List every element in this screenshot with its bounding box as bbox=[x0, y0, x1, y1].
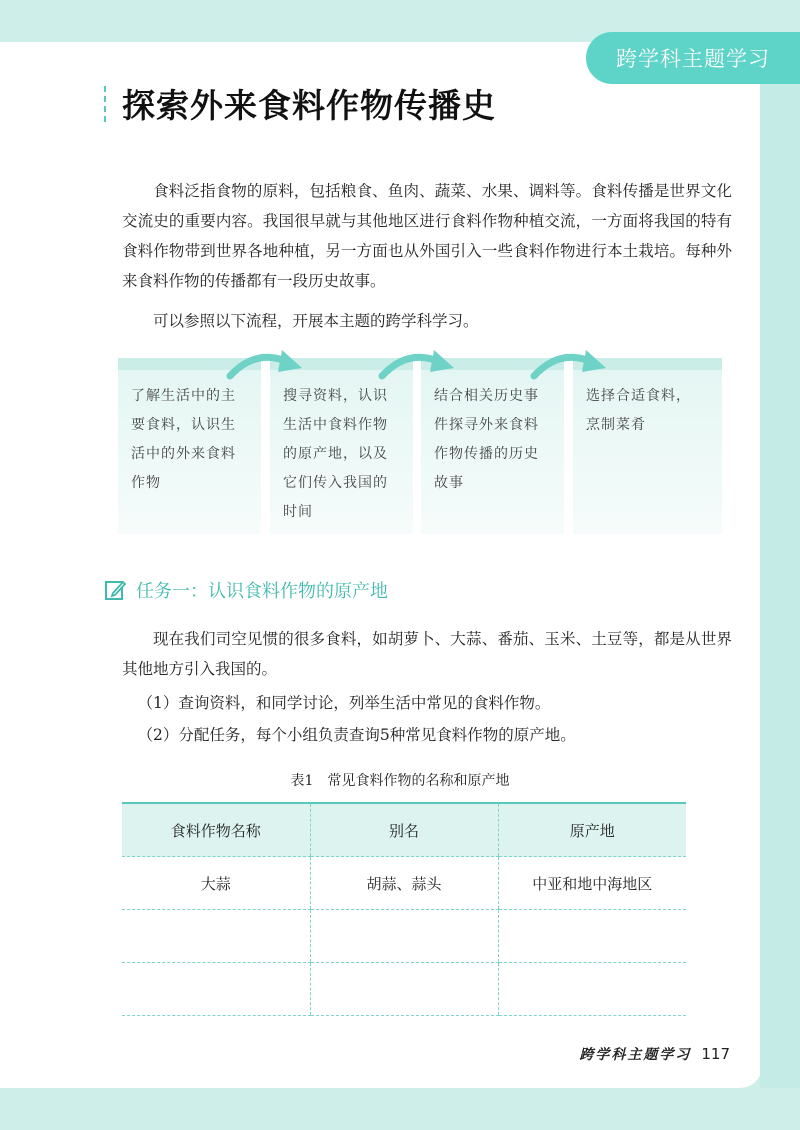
flow-step-text: 了解生活中的主要食料，认识生活中的外来食料作物 bbox=[131, 388, 236, 491]
table-row bbox=[122, 857, 686, 910]
table-row bbox=[122, 963, 686, 1016]
process-flow bbox=[118, 358, 722, 534]
intro-instruction: 可以参照以下流程，开展本主题的跨学科学习。 bbox=[153, 312, 479, 330]
flow-step-text: 搜寻资料，认识生活中食料作物的原产地，以及它们传入我国的时间 bbox=[283, 388, 388, 520]
task-heading bbox=[104, 576, 388, 604]
table-cell bbox=[498, 963, 686, 1016]
task-step-1: （1）查询资料，和同学讨论，列举生活中常见的食料作物。 bbox=[137, 694, 551, 712]
flow-arrow-icon bbox=[226, 346, 306, 380]
task-heading-label: 任务一：认识食料作物的原产地 bbox=[136, 581, 388, 602]
edit-note-icon bbox=[104, 579, 126, 601]
flow-arrow-icon bbox=[378, 346, 458, 380]
table-cell bbox=[122, 963, 310, 1016]
flow-step-4 bbox=[573, 358, 722, 534]
table-cell: 中亚和地中海地区 bbox=[498, 857, 686, 910]
table-cell bbox=[310, 963, 498, 1016]
table-header-row bbox=[122, 803, 686, 857]
column-header: 原产地 bbox=[498, 803, 686, 857]
table-caption: 表1 常见食料作物的名称和原产地 bbox=[290, 773, 510, 789]
page-footer bbox=[579, 1044, 730, 1064]
crops-table bbox=[122, 802, 686, 1016]
intro-paragraph: 食料泛指食物的原料，包括粮食、鱼肉、蔬菜、水果、调料等。食料传播是世界文化交流史的重要内容。我国很早就与其他地区进行食料作物种植交流，一方面将我国的特有食料作物带到世界各地种植，另一方面也从外国引入一些食料作物进行本土栽培。每种外来食料作物的传播都有一段历史故事。 bbox=[122, 182, 732, 290]
page-number: 117 bbox=[701, 1045, 730, 1063]
table-cell bbox=[498, 910, 686, 963]
column-header: 食料作物名称 bbox=[122, 803, 310, 857]
flow-arrow-icon bbox=[530, 346, 610, 380]
flow-step-text: 选择合适食料，烹制菜肴 bbox=[586, 388, 691, 433]
page-edge bbox=[760, 56, 800, 1088]
flow-step-1 bbox=[118, 358, 261, 534]
flow-step-text: 结合相关历史事件探寻外来食料作物传播的历史故事 bbox=[434, 388, 539, 491]
footer-label: 跨学科主题学习 bbox=[579, 1047, 692, 1063]
table-cell: 大蒜 bbox=[122, 857, 310, 910]
page-title: 探索外来食料作物传播史 bbox=[122, 86, 496, 125]
title-accent bbox=[104, 86, 106, 122]
flow-step-2 bbox=[270, 358, 413, 534]
table-cell bbox=[122, 910, 310, 963]
flow-step-3 bbox=[421, 358, 564, 534]
theme-tab: 跨学科主题学习 bbox=[586, 32, 800, 84]
task-step-2: （2）分配任务，每个小组负责查询5种常见食料作物的原产地。 bbox=[137, 726, 576, 744]
table-row bbox=[122, 910, 686, 963]
task-paragraph: 现在我们司空见惯的很多食料，如胡萝卜、大蒜、番茄、玉米、土豆等，都是从世界其他地方引入我国的。 bbox=[122, 630, 732, 678]
column-header: 别名 bbox=[310, 803, 498, 857]
table-cell bbox=[310, 910, 498, 963]
table-cell: 胡蒜、蒜头 bbox=[310, 857, 498, 910]
